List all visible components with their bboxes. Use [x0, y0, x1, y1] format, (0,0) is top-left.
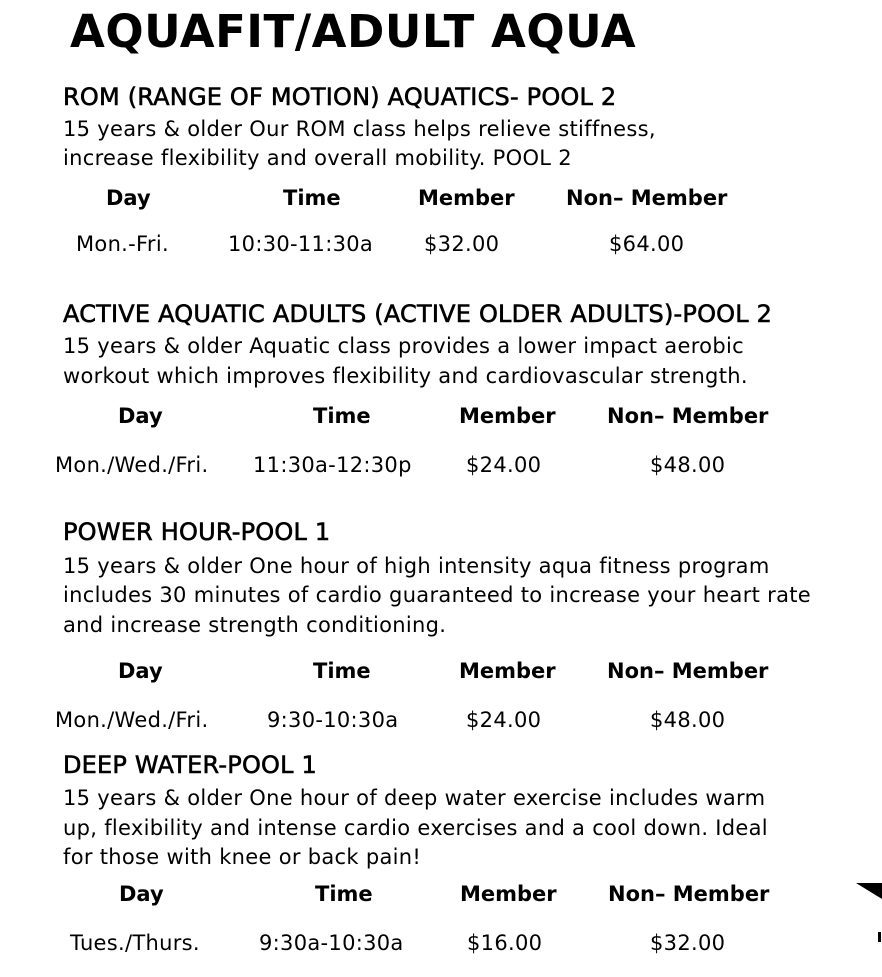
header-member: Member	[459, 659, 556, 683]
section-description-line: increase flexibility and overall mobility. POOL 2	[63, 146, 572, 170]
cell-member-price: $32.00	[424, 232, 500, 256]
section-title: POWER HOUR-POOL 1	[63, 518, 331, 546]
header-time: Time	[283, 186, 341, 210]
cell-non-member-price: $48.00	[650, 453, 726, 477]
page-title: AQUAFIT/ADULT AQUA	[70, 5, 637, 58]
header-non-member: Non– Member	[566, 186, 728, 210]
cell-time: 9:30-10:30a	[267, 708, 399, 732]
cell-day: Tues./Thurs.	[70, 931, 200, 955]
section-description-line: 15 years & older One hour of high intensity aqua fitness program	[63, 554, 770, 578]
header-day: Day	[118, 404, 163, 428]
cell-time: 9:30a-10:30a	[259, 931, 404, 955]
cell-time: 11:30a-12:30p	[253, 453, 412, 477]
section-title: DEEP WATER-POOL 1	[63, 751, 317, 779]
header-member: Member	[459, 404, 556, 428]
header-time: Time	[315, 882, 373, 906]
section-description-line: 15 years & older One hour of deep water exercise includes warm	[63, 786, 766, 810]
header-day: Day	[119, 882, 164, 906]
section-description-line: up, flexibility and intense cardio exercises and a cool down. Ideal	[63, 816, 768, 840]
cell-non-member-price: $32.00	[650, 931, 726, 955]
header-day: Day	[118, 659, 163, 683]
cell-member-price: $24.00	[466, 453, 542, 477]
header-non-member: Non– Member	[608, 882, 770, 906]
header-time: Time	[313, 404, 371, 428]
cell-day: Mon.-Fri.	[76, 232, 169, 256]
cell-day: Mon./Wed./Fri.	[55, 453, 209, 477]
cell-member-price: $24.00	[466, 708, 542, 732]
section-description-line: 15 years & older Aquatic class provides a lower impact aerobic	[63, 334, 744, 358]
section-description-line: 15 years & older Our ROM class helps relieve stiffness,	[63, 117, 656, 141]
section-title: ROM (RANGE OF MOTION) AQUATICS- POOL 2	[63, 83, 617, 111]
header-member: Member	[418, 186, 515, 210]
header-non-member: Non– Member	[607, 404, 769, 428]
header-member: Member	[460, 882, 557, 906]
section-description-line: includes 30 minutes of cardio guaranteed to increase your heart rate	[63, 583, 811, 607]
corner-line-mark	[878, 932, 881, 942]
cell-member-price: $16.00	[467, 931, 543, 955]
cell-non-member-price: $48.00	[650, 708, 726, 732]
header-day: Day	[106, 186, 151, 210]
header-time: Time	[313, 659, 371, 683]
cell-non-member-price: $64.00	[609, 232, 685, 256]
section-title: ACTIVE AQUATIC ADULTS (ACTIVE OLDER ADULTS)-POOL 2	[63, 300, 773, 328]
header-non-member: Non– Member	[607, 659, 769, 683]
corner-triangle-mark	[856, 883, 882, 899]
section-description-line: workout which improves flexibility and cardiovascular strength.	[63, 364, 748, 388]
cell-time: 10:30-11:30a	[228, 232, 374, 256]
section-description-line: and increase strength conditioning.	[63, 613, 447, 637]
cell-day: Mon./Wed./Fri.	[55, 708, 209, 732]
section-description-line: for those with knee or back pain!	[63, 845, 422, 869]
